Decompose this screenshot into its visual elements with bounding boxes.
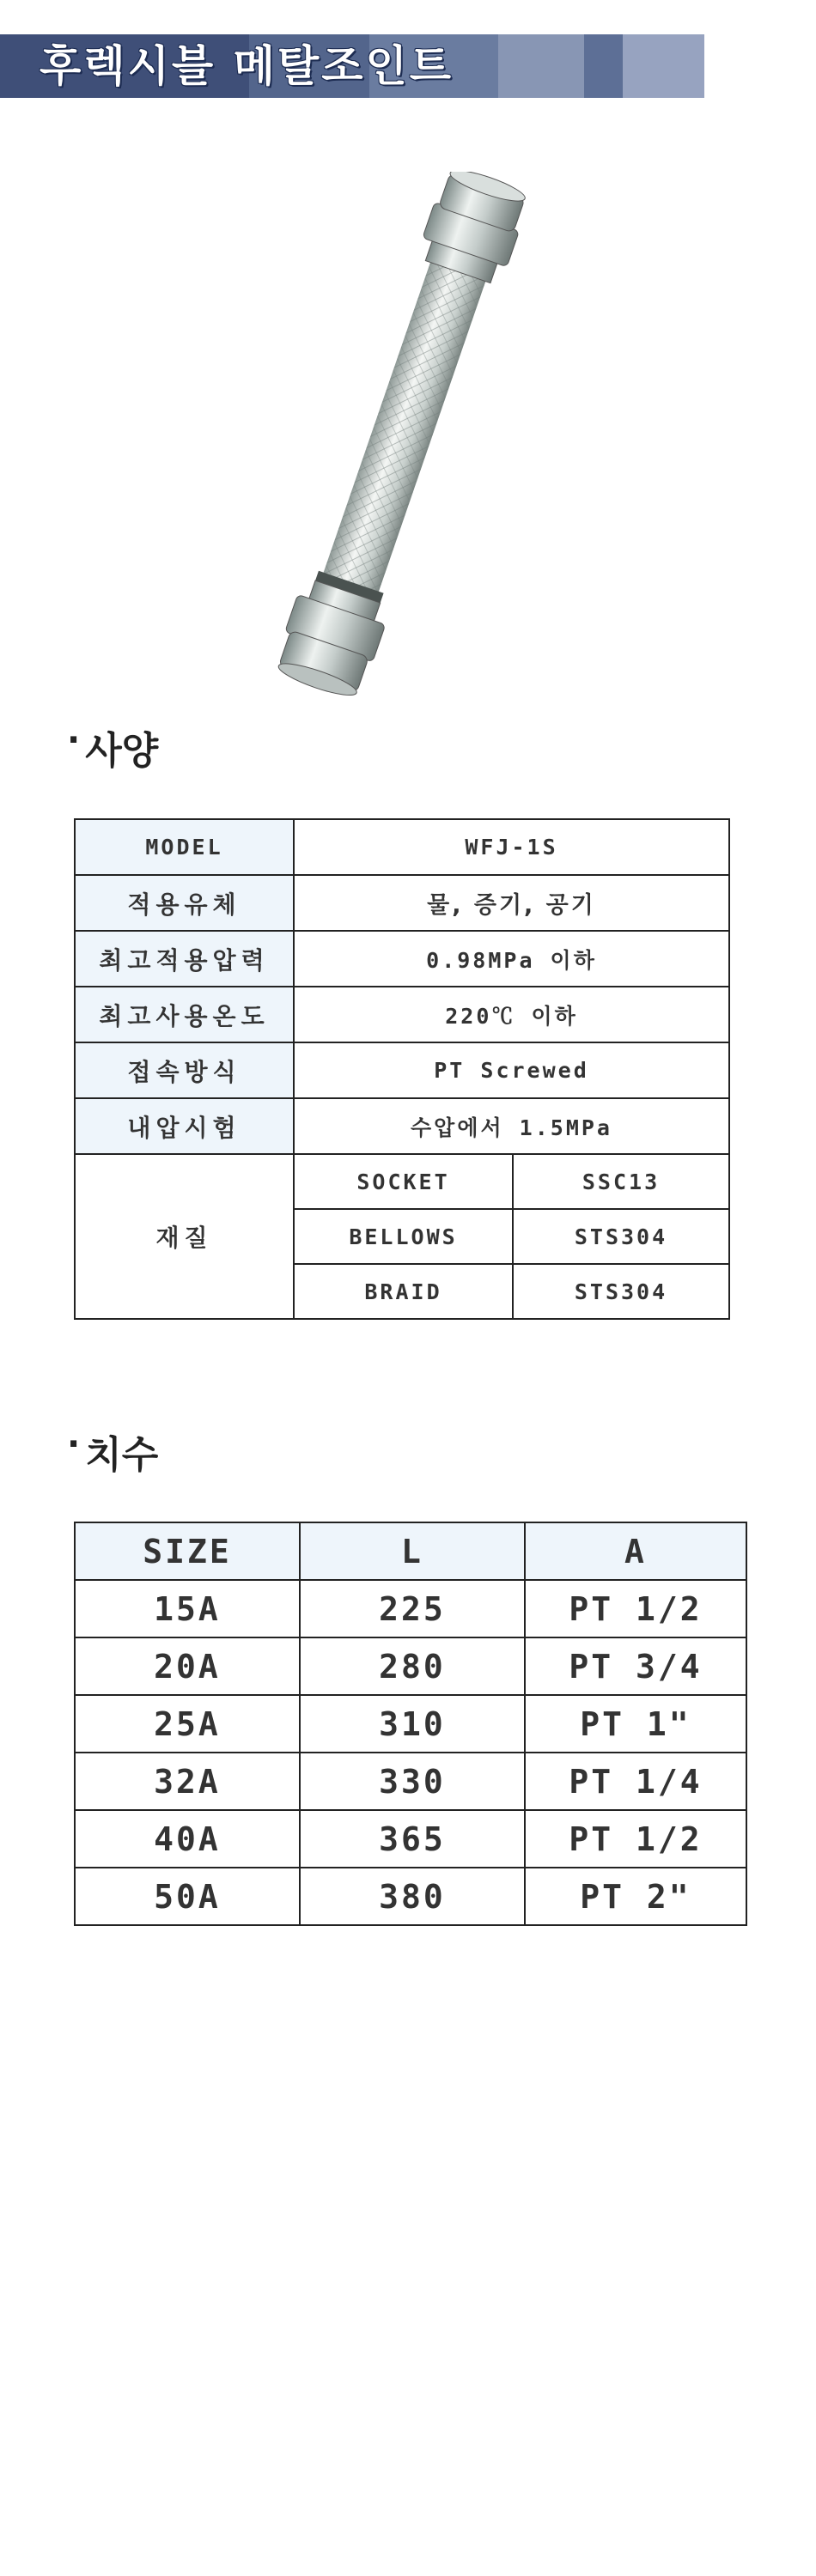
length-cell: 225 — [300, 1580, 525, 1637]
banner-segment — [498, 34, 584, 98]
size-table — [74, 1522, 747, 1926]
table-row — [75, 819, 729, 875]
material-label: 재질 — [75, 1154, 294, 1319]
table-row — [75, 1154, 729, 1209]
length-cell: 330 — [300, 1753, 525, 1810]
size-cell: 25A — [75, 1695, 300, 1753]
column-header: SIZE — [75, 1522, 300, 1580]
size-heading-text: 치수 — [85, 1433, 159, 1477]
table-row — [75, 1042, 729, 1098]
size-cell: 20A — [75, 1637, 300, 1695]
heading-bullet: · — [67, 720, 81, 760]
material-value: SSC13 — [513, 1154, 729, 1209]
length-cell: 280 — [300, 1637, 525, 1695]
spec-value: PT Screwed — [294, 1042, 729, 1098]
thread-cell: PT 3/4 — [525, 1637, 746, 1695]
spec-value: 물, 증기, 공기 — [294, 875, 729, 931]
thread-cell: PT 2" — [525, 1868, 746, 1925]
table-row — [75, 931, 729, 987]
table-row — [75, 987, 729, 1042]
spec-label: 최고사용온도 — [75, 987, 294, 1042]
spec-label: MODEL — [75, 819, 294, 875]
spec-table — [74, 818, 730, 1320]
product-image — [215, 172, 618, 713]
size-cell: 32A — [75, 1753, 300, 1810]
spec-heading-text: 사양 — [85, 729, 159, 773]
table-row — [75, 1868, 746, 1925]
size-cell: 15A — [75, 1580, 300, 1637]
thread-cell: PT 1/4 — [525, 1753, 746, 1810]
title-banner — [0, 34, 704, 98]
table-row — [75, 875, 729, 931]
heading-bullet: · — [67, 1425, 81, 1464]
material-value: STS304 — [513, 1264, 729, 1319]
length-cell: 310 — [300, 1695, 525, 1753]
spec-heading — [67, 720, 158, 775]
table-row — [75, 1637, 746, 1695]
thread-cell: PT 1/2 — [525, 1580, 746, 1637]
spec-value: 0.98MPa 이하 — [294, 931, 729, 987]
spec-value: 수압에서 1.5MPa — [294, 1098, 729, 1154]
table-row — [75, 1098, 729, 1154]
column-header: L — [300, 1522, 525, 1580]
banner-segment — [584, 34, 623, 98]
spec-label: 적용유체 — [75, 875, 294, 931]
length-cell: 380 — [300, 1868, 525, 1925]
length-cell: 365 — [300, 1810, 525, 1868]
column-header: A — [525, 1522, 746, 1580]
thread-cell: PT 1/2 — [525, 1810, 746, 1868]
size-cell: 50A — [75, 1868, 300, 1925]
material-part: SOCKET — [294, 1154, 513, 1209]
table-row — [75, 1753, 746, 1810]
page-title: 후렉시블 메탈조인트 — [40, 41, 454, 91]
material-part: BRAID — [294, 1264, 513, 1319]
spec-value: 220℃ 이하 — [294, 987, 729, 1042]
spec-label: 접속방식 — [75, 1042, 294, 1098]
table-row — [75, 1810, 746, 1868]
banner-segment — [623, 34, 704, 98]
size-heading — [67, 1424, 158, 1479]
table-row — [75, 1580, 746, 1637]
material-part: BELLOWS — [294, 1209, 513, 1264]
table-header-row — [75, 1522, 746, 1580]
table-row — [75, 1695, 746, 1753]
size-cell: 40A — [75, 1810, 300, 1868]
thread-cell: PT 1" — [525, 1695, 746, 1753]
spec-value: WFJ-1S — [294, 819, 729, 875]
spec-label: 내압시험 — [75, 1098, 294, 1154]
spec-label: 최고적용압력 — [75, 931, 294, 987]
material-value: STS304 — [513, 1209, 729, 1264]
